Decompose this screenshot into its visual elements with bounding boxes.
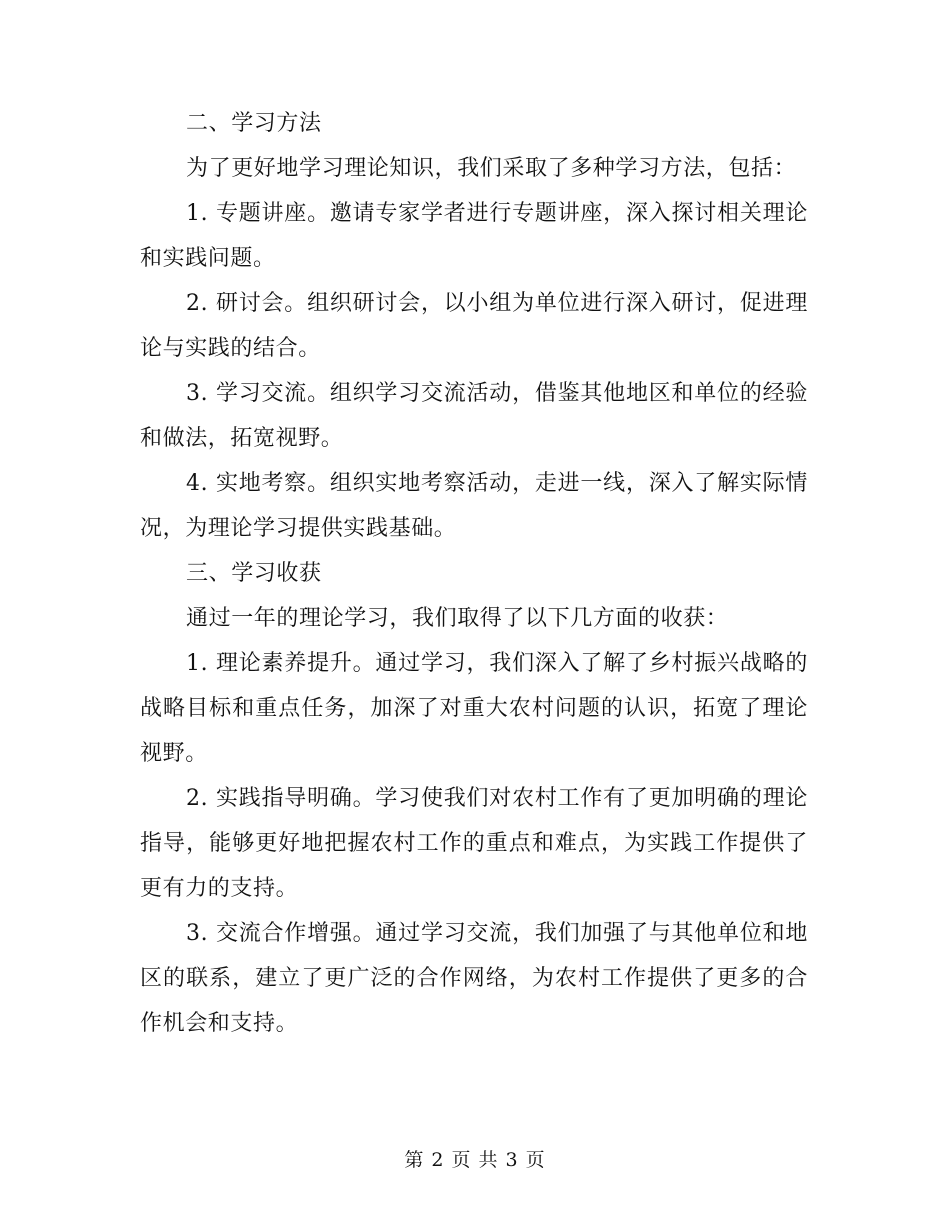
- list-item-method-3: 3. 学习交流。组织学习交流活动，借鉴其他地区和单位的经验和做法，拓宽视野。: [140, 381, 808, 451]
- list-item-gain-2: 2. 实践指导明确。学习使我们对农村工作有了更加明确的理论指导，能够更好地把握农村工作的重点和难点，为实践工作提供了更有力的支持。: [140, 786, 808, 901]
- page-number-footer: 第 2 页 共 3 页: [404, 1149, 546, 1171]
- list-item-method-2: 2. 研讨会。组织研讨会，以小组为单位进行深入研讨，促进理论与实践的结合。: [140, 291, 808, 361]
- paragraph-methods-intro: 为了更好地学习理论知识，我们采取了多种学习方法，包括：: [186, 156, 797, 181]
- document-body: [140, 101, 808, 1046]
- list-item-method-1: 1. 专题讲座。邀请专家学者进行专题讲座，深入探讨相关理论和实践问题。: [140, 201, 808, 271]
- list-item-gain-1: 1. 理论素养提升。通过学习，我们深入了解了乡村振兴战略的战略目标和重点任务，加深了对重大农村问题的认识，拓宽了理论视野。: [140, 651, 808, 766]
- section-heading-methods: 二、学习方法: [186, 111, 322, 136]
- list-item-method-4: 4. 实地考察。组织实地考察活动，走进一线，深入了解实际情况，为理论学习提供实践基础。: [140, 471, 808, 541]
- list-item-gain-3: 3. 交流合作增强。通过学习交流，我们加强了与其他单位和地区的联系，建立了更广泛的合作网络，为农村工作提供了更多的合作机会和支持。: [140, 921, 808, 1036]
- paragraph-gains-intro: 通过一年的理论学习，我们取得了以下几方面的收获：: [186, 606, 729, 631]
- section-heading-gains: 三、学习收获: [186, 561, 322, 586]
